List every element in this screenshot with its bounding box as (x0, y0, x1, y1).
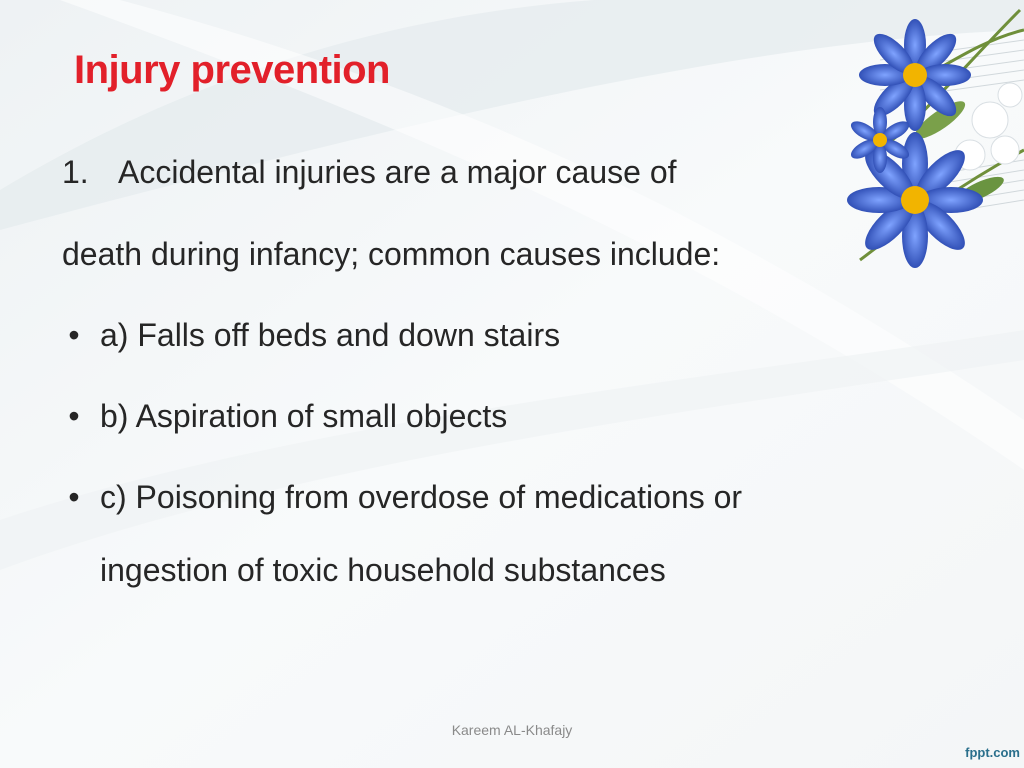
bullet-text: b) Aspiration of small objects (100, 398, 508, 434)
intro-line-2: death during infancy; common causes include: (62, 236, 721, 272)
slide-title: Injury prevention (74, 48, 390, 92)
bullet-dot-icon: • (68, 398, 80, 434)
slide-footer: Kareem AL-Khafajy (451, 722, 573, 738)
bullet-continuation-text: ingestion of toxic household substances (100, 552, 666, 588)
fppt-watermark: fppt.com (965, 745, 1020, 760)
bullet-dot-icon: • (68, 317, 80, 353)
intro-text-1: Accidental injuries are a major cause of (118, 154, 677, 190)
bullet-text: c) Poisoning from overdose of medications or (100, 479, 743, 515)
bullet-dot-icon: • (68, 479, 80, 515)
blue-flowers-image (820, 0, 1024, 300)
intro-line-1 (62, 154, 677, 191)
list-number: 1. (62, 154, 89, 190)
bullet-text: a) Falls off beds and down stairs (100, 317, 561, 353)
